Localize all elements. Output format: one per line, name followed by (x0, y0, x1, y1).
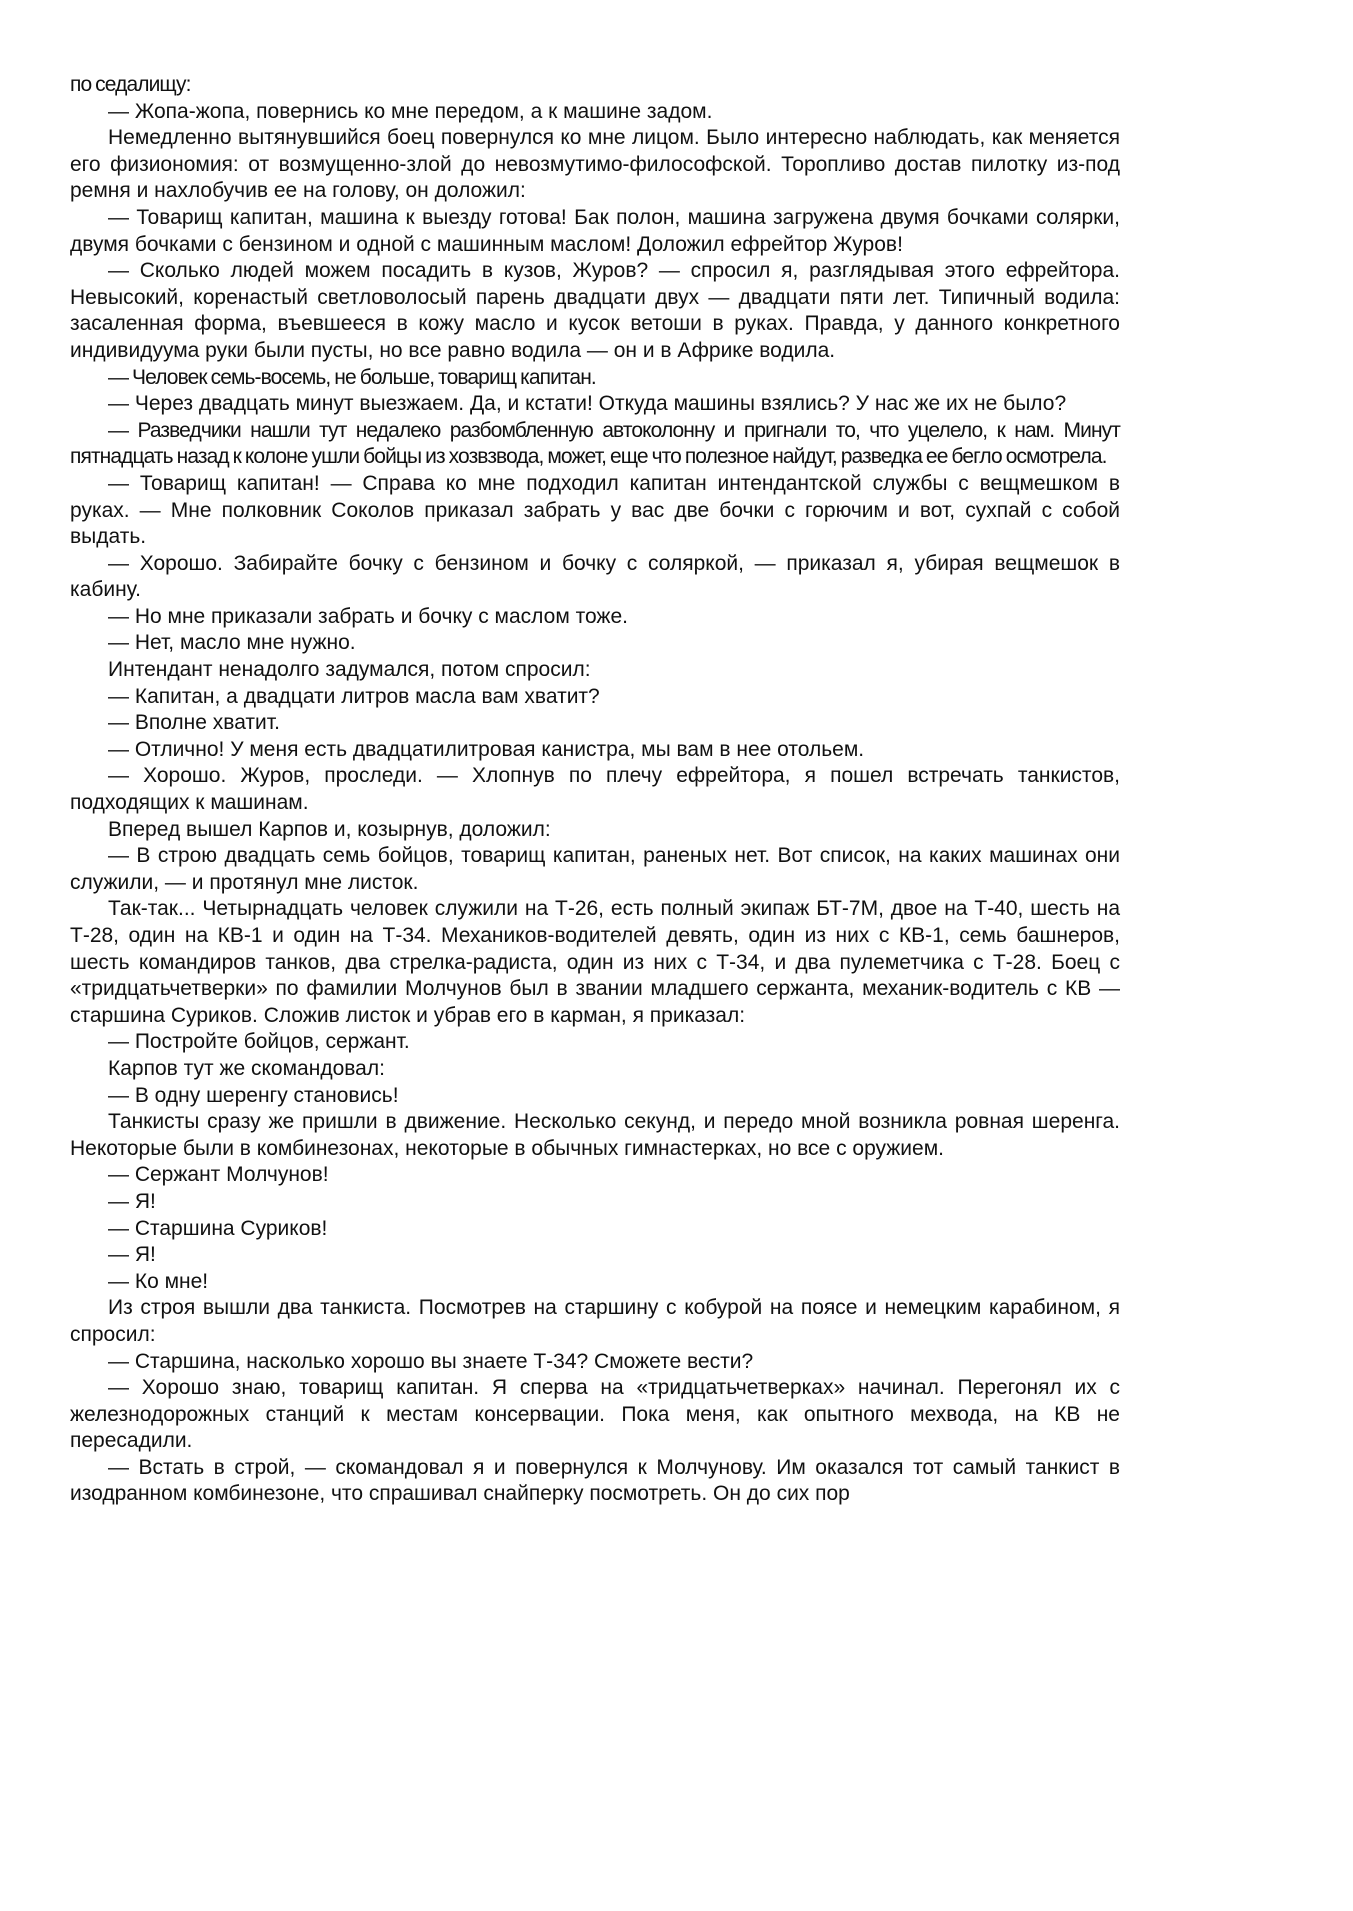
paragraph: Немедленно вытянувшийся боец повернулся ко мне лицом. Было интересно наблюдать, как меняется его физиономия: от возмущенно-злой до невозмутимо-философской. Торопливо достав пилотку из-под ремня и нахлобучив ее на голову, он доложил: (70, 126, 1120, 203)
paragraph: — Сержант Молчунов! (108, 1163, 329, 1187)
paragraph: — Старшина, насколько хорошо вы знаете Т-34? Сможете вести? (108, 1349, 754, 1373)
paragraph: — Встать в строй, — скомандовал я и повернулся к Молчунову. Им оказался тот самый танкист в изодранном комбинезоне, что спрашивал снайперку посмотреть. Он до сих пор (70, 1455, 1120, 1506)
paragraph: — Старшина Суриков! (108, 1216, 328, 1240)
paragraph: — Сколько людей можем посадить в кузов, Журов? — спросил я, разглядывая этого ефрейтора. Невысокий, коренастый светловолосый парень двадцати двух — двадцати пяти лет. Типичный водила: засаленная форма, въевшееся в кожу масло и кусок ветоши в руках. Правда, у данного конкретного индивидуума руки были пусты, но все равно водила — он и в Африке водила. (70, 259, 1120, 362)
document-page (70, 72, 1120, 1508)
paragraph: — Постройте бойцов, сержант. (108, 1030, 410, 1054)
paragraph: — Хорошо знаю, товарищ капитан. Я сперва на «тридцатьчетверках» начинал. Перегонял их с железнодорожных станций к местам консервации. Пока меня, как опытного мехвода, на КВ не пересадили. (70, 1376, 1120, 1453)
paragraph: — Но мне приказали забрать и бочку с маслом тоже. (108, 604, 628, 628)
paragraph: — Нет, масло мне нужно. (108, 631, 356, 655)
paragraph: — Жопа-жопа, повернись ко мне передом, а к машине задом. (108, 99, 713, 123)
paragraph: — Я! (108, 1243, 156, 1267)
paragraph: — Хорошо. Забирайте бочку с бензином и бочку с соляркой, — приказал я, убирая вещмешок в кабину. (70, 551, 1120, 602)
paragraph: — Вполне хватит. (108, 711, 280, 735)
paragraph: — Отлично! У меня есть двадцатилитровая канистра, мы вам в нее отольем. (108, 737, 865, 761)
paragraph: Так-так... Четырнадцать человек служили на Т-26, есть полный экипаж БТ-7М, двое на Т-40, шесть на Т-28, один на КВ-1 и один на Т-34. Механиков-водителей девять, один из них с КВ-1, семь башнеров, шесть командиров танков, два стрелка-радиста, один из них с Т-34, и два пулеметчика с Т-28. Боец с «тридцатьчетверки» по фамилии Молчунов был в звании младшего сержанта, механик-водитель с КВ — старшина Суриков. Сложив листок и убрав его в карман, я приказал: (70, 897, 1120, 1027)
paragraph: Из строя вышли два танкиста. Посмотрев на старшину с кобурой на поясе и немецким карабином, я спросил: (70, 1296, 1120, 1346)
paragraph: — В одну шеренгу становись! (108, 1083, 399, 1107)
paragraph: — В строю двадцать семь бойцов, товарищ капитан, раненых нет. Вот список, на каких машинах они служили, — и протянул мне листок. (70, 844, 1120, 894)
paragraph: Танкисты сразу же пришли в движение. Несколько секунд, и передо мной возникла ровная шеренга. Некоторые были в комбинезонах, некоторые в обычных гимнастерках, но все с оружием. (70, 1110, 1120, 1160)
paragraph: Карпов тут же скомандовал: (108, 1056, 385, 1080)
paragraph: Интендант ненадолго задумался, потом спросил: (108, 658, 591, 682)
paragraph: — Ко мне! (108, 1269, 209, 1293)
paragraph: — Я! (108, 1189, 156, 1213)
paragraph: — Разведчики нашли тут недалеко разбомбленную автоколонну и пригнали то, что уцелело, к нам. Минут пятнадцать назад к колоне ушли бойцы из хозвзвода, может, еще что полезное найдут, разведка ее бегло осмотрела. (70, 418, 1120, 469)
paragraph: по седалищу: (70, 73, 191, 96)
paragraph: — Человек семь-восемь, не больше, товарищ капитан. (108, 365, 596, 389)
paragraph: — Товарищ капитан! — Справа ко мне подходил капитан интендантской службы с вещмешком в руках. — Мне полковник Соколов приказал забрать у вас две бочки с горючим и вот, сухпай с собой выдать. (70, 471, 1120, 549)
paragraph: Вперед вышел Карпов и, козырнув, доложил: (108, 817, 551, 841)
paragraph: — Капитан, а двадцати литров масла вам хватит? (108, 684, 600, 708)
paragraph: — Товарищ капитан, машина к выезду готова! Бак полон, машина загружена двумя бочками солярки, двумя бочками с бензином и одной с машинным маслом! Доложил ефрейтор Журов! (70, 205, 1120, 256)
paragraph: — Хорошо. Журов, проследи. — Хлопнув по плечу ефрейтора, я пошел встречать танкистов, подходящих к машинам. (70, 764, 1120, 815)
paragraph: — Через двадцать минут выезжаем. Да, и кстати! Откуда машины взялись? У нас же их не было? (108, 392, 1067, 416)
